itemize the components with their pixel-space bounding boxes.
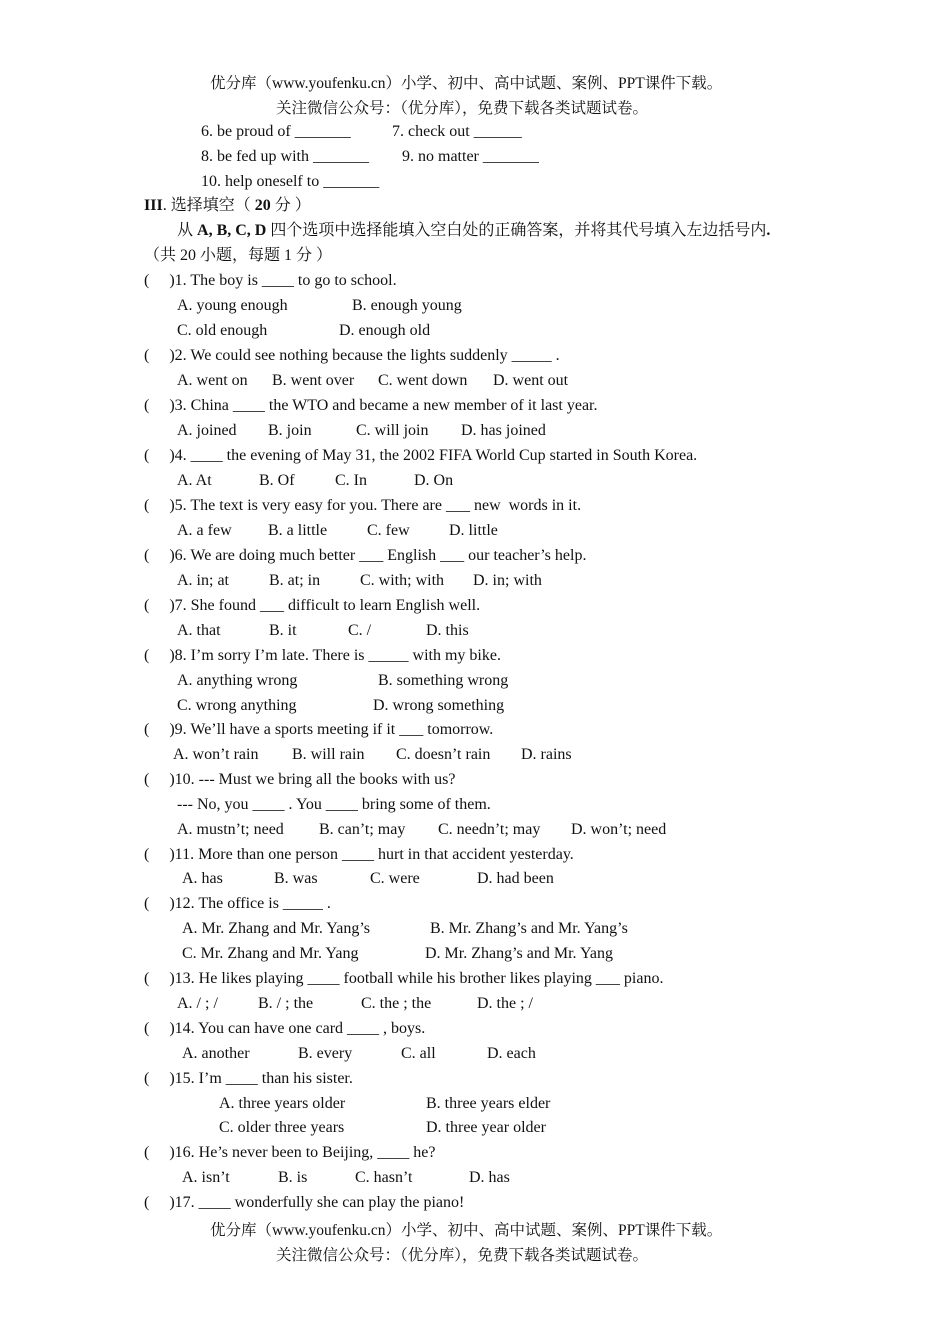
question-10-option-c: C. needn’t; may [438,821,541,838]
question-13-option-a: A. / ; / [177,995,218,1012]
question-11-option-b: B. was [274,870,318,887]
question-16-option-b: B. is [278,1169,308,1186]
question-1-option-d: D. enough old [339,322,431,339]
question-14-option-d: D. each [487,1045,536,1062]
section-heading [144,196,311,216]
question-12-option-c: C. Mr. Zhang and Mr. Yang [182,945,359,962]
question-5-stem: ( )5. The text is very easy for you. There are ___ new words in it. [144,497,582,514]
question-2-stem: ( )2. We could see nothing because the lights suddenly _____ . [144,347,560,364]
phrase-10: 10. help oneself to _______ [201,173,380,190]
question-6-option-a: A. in; at [177,572,229,589]
question-4-option-b: B. Of [259,472,295,489]
question-5-option-c: C. few [367,522,410,539]
question-10-option-b: B. can’t; may [319,821,406,838]
question-15-option-a: A. three years older [219,1095,346,1112]
question-14-option-c: C. all [401,1045,436,1062]
question-1-stem: ( )1. The boy is ____ to go to school. [144,272,397,289]
question-12-option-b: B. Mr. Zhang’s and Mr. Yang’s [430,920,628,937]
question-1-option-c: C. old enough [177,322,268,339]
question-11-option-a: A. has [182,870,223,887]
section-number: III [144,197,163,214]
question-16-option-d: D. has [469,1169,510,1186]
question-9-stem: ( )9. We’ll have a sports meeting if it ___ tomorrow. [144,721,494,738]
question-10-stem-2: --- No, you ____ . You ____ bring some of them. [177,796,491,813]
instr-pre: 从 [177,222,198,239]
section-instructions [177,221,770,241]
question-3-option-b: B. join [268,422,312,439]
question-3-option-c: C. will join [356,422,429,439]
question-6-option-c: C. with; with [360,572,445,589]
section-points: 20 [254,197,271,214]
question-15-option-c: C. older three years [219,1119,345,1136]
question-6-option-d: D. in; with [473,572,542,589]
question-14-option-b: B. every [298,1045,353,1062]
instr-post: 四个选项中选择能填入空白处的正确答案，并将其代号填入左边括号内 [266,222,767,239]
question-11-stem: ( )11. More than one person ____ hurt in that accident yesterday. [144,846,574,863]
question-13-option-b: B. / ; the [258,995,314,1012]
instr-dot: . [766,222,771,239]
question-4-option-a: A. At [177,472,212,489]
instr-letters: A, B, C, D [197,222,267,239]
phrase-8: 8. be fed up with _______ [201,148,369,165]
question-2-option-d: D. went out [493,372,569,389]
question-4-option-d: D. On [414,472,454,489]
question-11-option-c: C. were [370,870,420,887]
question-16-option-a: A. isn’t [182,1169,230,1186]
question-11-option-d: D. had been [477,870,554,887]
question-7-option-a: A. that [177,622,221,639]
question-13-stem: ( )13. He likes playing ____ football while his brother likes playing ___ piano. [144,970,664,987]
question-1-option-b: B. enough young [352,297,462,314]
phrase-9: 9. no matter _______ [402,148,539,165]
question-13-option-d: D. the ; / [477,995,533,1012]
section-instructions-2: （共 20 小题，每题 1 分 ） [144,247,333,264]
question-15-option-b: B. three years elder [426,1095,551,1112]
question-7-option-c: C. / [348,622,372,639]
question-9-option-d: D. rains [521,746,572,763]
phrase-6: 6. be proud of _______ [201,123,351,140]
question-12-option-d: D. Mr. Zhang’s and Mr. Yang [425,945,614,962]
question-3-option-a: A. joined [177,422,237,439]
header-line-1: 优分库（www.youfenku.cn）小学、初中、高中试题、案例、PPT课件下载。 [210,75,723,92]
question-8-option-c: C. wrong anything [177,697,297,714]
question-10-option-a: A. mustn’t; need [177,821,284,838]
question-16-stem: ( )16. He’s never been to Beijing, ____ he? [144,1144,436,1161]
question-17-stem: ( )17. ____ wonderfully she can play the piano! [144,1194,465,1211]
question-3-stem: ( )3. China ____ the WTO and became a new member of it last year. [144,397,598,414]
question-9-option-b: B. will rain [292,746,365,763]
header-line-2: 关注微信公众号：（优分库），免费下载各类试题试卷。 [276,100,649,117]
question-5-option-a: A. a few [177,522,232,539]
question-12-option-a: A. Mr. Zhang and Mr. Yang’s [182,920,371,937]
question-9-option-c: C. doesn’t rain [396,746,491,763]
question-8-option-b: B. something wrong [378,672,509,689]
question-5-option-b: B. a little [268,522,328,539]
question-2-option-a: A. went on [177,372,248,389]
question-12-stem: ( )12. The office is _____ . [144,895,331,912]
question-7-option-b: B. it [269,622,297,639]
question-9-option-a: A. won’t rain [173,746,259,763]
question-6-stem: ( )6. We are doing much better ___ English ___ our teacher’s help. [144,547,587,564]
section-title-post: 分 ） [270,197,311,214]
question-2-option-c: C. went down [378,372,468,389]
question-10-stem: ( )10. --- Must we bring all the books with us? [144,771,456,788]
question-1-option-a: A. young enough [177,297,288,314]
question-14-option-a: A. another [182,1045,250,1062]
question-2-option-b: B. went over [272,372,355,389]
question-10-option-d: D. won’t; need [571,821,667,838]
section-title-pre: . 选择填空（ [162,197,255,214]
question-7-option-d: D. this [426,622,469,639]
question-8-stem: ( )8. I’m sorry I’m late. There is _____ with my bike. [144,647,501,664]
question-7-stem: ( )7. She found ___ difficult to learn English well. [144,597,481,614]
question-16-option-c: C. hasn’t [355,1169,413,1186]
question-5-option-d: D. little [449,522,498,539]
footer-line-2: 关注微信公众号：（优分库），免费下载各类试题试卷。 [276,1247,649,1264]
footer-line-1: 优分库（www.youfenku.cn）小学、初中、高中试题、案例、PPT课件下载。 [210,1222,723,1239]
question-15-stem: ( )15. I’m ____ than his sister. [144,1070,353,1087]
question-6-option-b: B. at; in [269,572,321,589]
question-13-option-c: C. the ; the [361,995,432,1012]
question-8-option-d: D. wrong something [373,697,505,714]
phrase-7: 7. check out ______ [392,123,522,140]
question-4-option-c: C. In [335,472,367,489]
question-4-stem: ( )4. ____ the evening of May 31, the 2002 FIFA World Cup started in South Korea. [144,447,698,464]
question-14-stem: ( )14. You can have one card ____ , boys. [144,1020,426,1037]
question-3-option-d: D. has joined [461,422,546,439]
question-15-option-d: D. three year older [426,1119,546,1136]
question-8-option-a: A. anything wrong [177,672,298,689]
